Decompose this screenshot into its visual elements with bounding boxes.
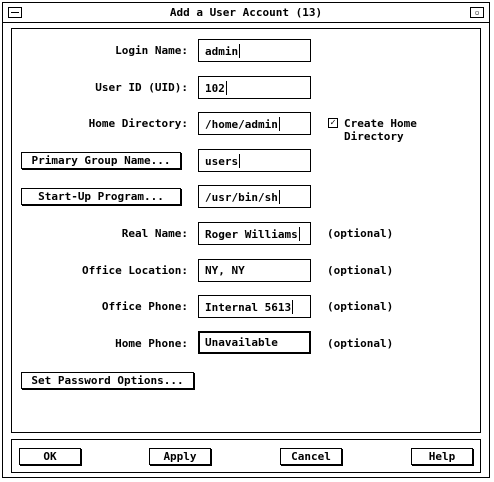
- office-phone-value: Internal 5613: [205, 301, 292, 314]
- home-directory-value: /home/admin: [205, 118, 278, 131]
- set-password-options-button[interactable]: Set Password Options...: [21, 372, 194, 389]
- menu-bar-icon: [11, 12, 19, 13]
- home-phone-value: Unavailable: [205, 336, 278, 349]
- office-location-label: Office Location:: [82, 264, 188, 277]
- startup-program-value: /usr/bin/sh: [205, 191, 278, 204]
- home-phone-label: Home Phone:: [115, 337, 188, 350]
- real-name-label: Real Name:: [121, 227, 188, 240]
- office-phone-label: Office Phone:: [101, 300, 188, 313]
- login-name-field[interactable]: [198, 39, 311, 62]
- cancel-button[interactable]: Cancel: [280, 448, 342, 465]
- form-panel: [11, 28, 481, 433]
- home-phone-field[interactable]: [198, 331, 311, 354]
- text-cursor: [299, 227, 300, 241]
- primary-group-value: users: [205, 155, 239, 168]
- text-cursor: [279, 190, 280, 204]
- user-id-value: 102: [205, 82, 225, 95]
- login-name-value: admin: [205, 45, 239, 58]
- home-directory-label: Home Directory:: [88, 117, 188, 130]
- real-name-optional-note: (optional): [327, 227, 394, 240]
- button-bar: [11, 439, 481, 473]
- create-home-label[interactable]: Create Home Directory: [344, 117, 417, 143]
- primary-group-button[interactable]: Primary Group Name...: [21, 152, 181, 169]
- primary-group-field[interactable]: [198, 149, 311, 172]
- office-location-field[interactable]: [198, 259, 311, 282]
- office-location-value: NY, NY: [205, 264, 245, 277]
- apply-button[interactable]: Apply: [149, 448, 211, 465]
- text-cursor: [239, 154, 240, 168]
- startup-program-field[interactable]: [198, 185, 311, 208]
- text-cursor: [239, 44, 240, 58]
- home-phone-optional-note: (optional): [327, 337, 394, 350]
- user-id-field[interactable]: [198, 76, 311, 99]
- window-title: Add a User Account (13): [169, 6, 323, 19]
- login-name-label: Login Name:: [115, 44, 188, 57]
- add-user-dialog: [2, 2, 490, 478]
- user-id-label: User ID (UID):: [95, 81, 188, 94]
- startup-program-button[interactable]: Start-Up Program...: [21, 188, 181, 205]
- office-phone-field[interactable]: [198, 295, 311, 318]
- ok-button[interactable]: OK: [19, 448, 81, 465]
- text-cursor: [226, 81, 227, 95]
- title-bar[interactable]: [3, 3, 489, 23]
- window-menu-button[interactable]: [8, 7, 22, 18]
- text-cursor: [292, 300, 293, 314]
- minimize-icon: ▫: [474, 8, 480, 17]
- checkmark-icon: ✓: [330, 118, 336, 128]
- real-name-value: Roger Williams: [205, 228, 298, 241]
- minimize-button[interactable]: [470, 7, 484, 18]
- office-location-optional-note: (optional): [327, 264, 394, 277]
- real-name-field[interactable]: [198, 222, 311, 245]
- home-directory-field[interactable]: [198, 112, 311, 135]
- office-phone-optional-note: (optional): [327, 300, 394, 313]
- text-cursor: [279, 117, 280, 131]
- help-button[interactable]: Help: [411, 448, 473, 465]
- create-home-checkbox[interactable]: [328, 118, 338, 128]
